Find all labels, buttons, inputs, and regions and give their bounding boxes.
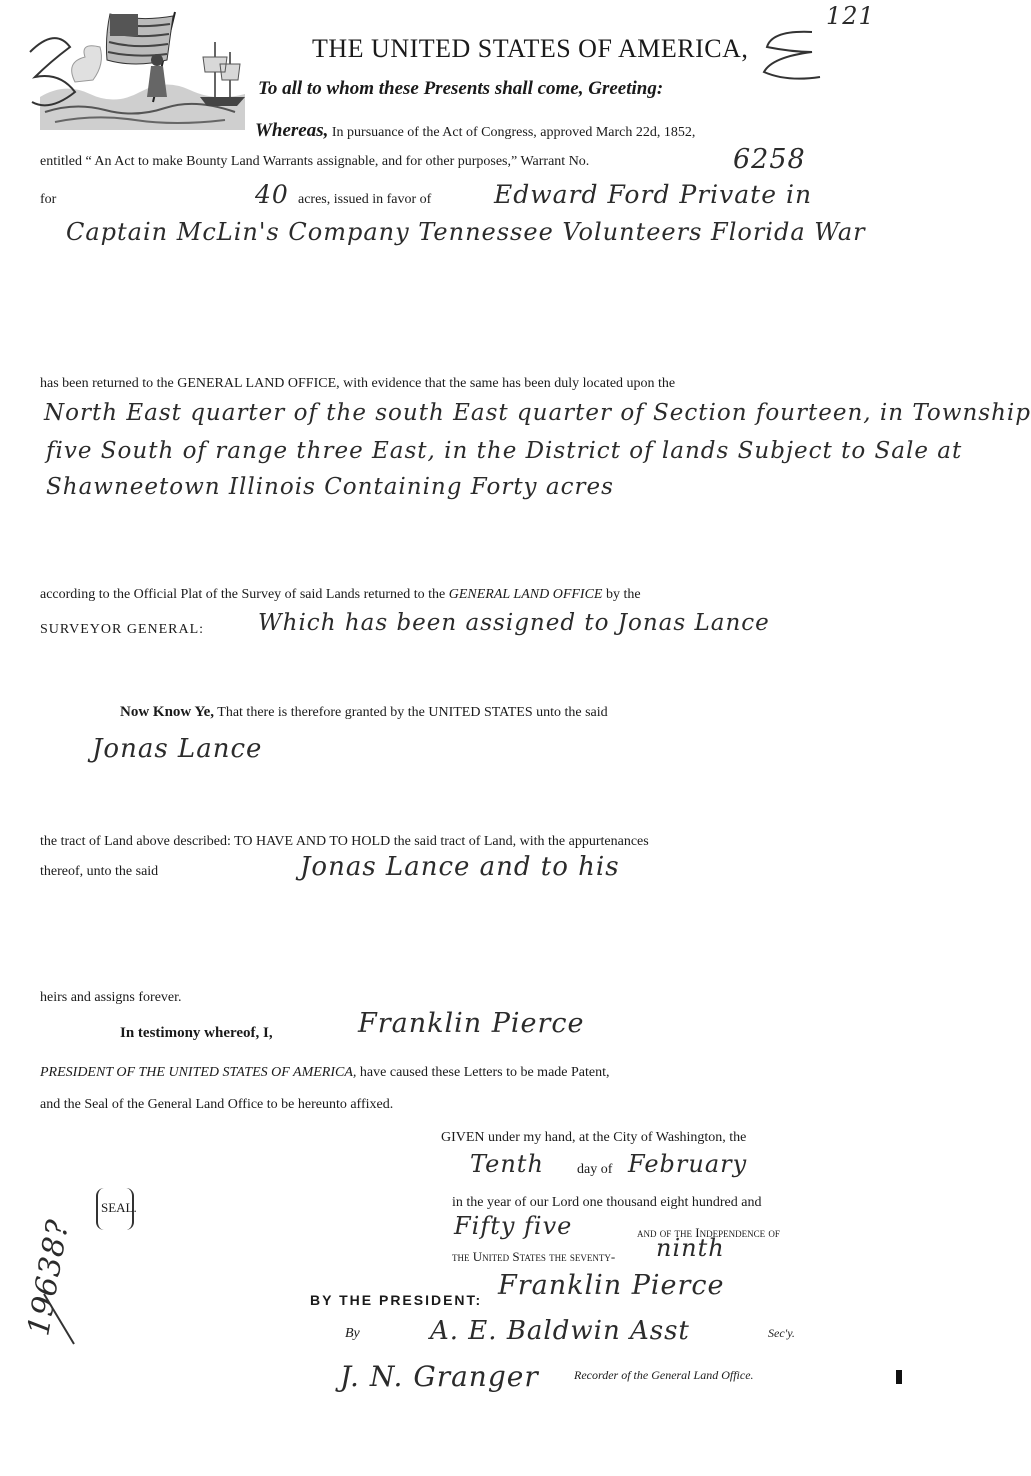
given-ninth: ninth <box>656 1234 725 1262</box>
grantee-name: Jonas Lance <box>92 734 263 764</box>
seal-label: SEAL. <box>101 1200 137 1215</box>
independence-text: and of the Independence of <box>637 1225 780 1240</box>
whereas-line-2: entitled “ An Act to make Bounty Land Warrants assignable, and for other purposes,” Warrant No. <box>40 154 590 169</box>
heirs-text: heirs and assigns forever. <box>40 990 182 1005</box>
president-title: PRESIDENT OF THE UNITED STATES OF AMERICA, <box>40 1065 357 1080</box>
recorder-signature: J. N. Granger <box>340 1360 539 1393</box>
given-year: Fifty five <box>454 1212 573 1240</box>
corner-flourish-right <box>752 22 827 92</box>
assigned-text: Which has been assigned to Jonas Lance <box>258 610 770 636</box>
corner-number: 121 <box>826 2 875 30</box>
plat-line <box>40 587 641 603</box>
president-line <box>40 1065 610 1081</box>
grantee-heirs: Jonas Lance and to his <box>300 852 620 882</box>
secy-label: Sec'y. <box>768 1326 795 1340</box>
edge-mark <box>896 1370 902 1384</box>
plat-text: according to the Official Plat of the Survey of said Lands returned to the <box>40 587 446 602</box>
us-seventy-text: the United States the seventy- <box>452 1249 616 1264</box>
secretary-signature: A. E. Baldwin Asst <box>430 1316 690 1346</box>
by-label: By <box>345 1326 360 1341</box>
given-day: Tenth <box>470 1150 544 1178</box>
plat-office: GENERAL LAND OFFICE <box>448 587 603 602</box>
whereas-text: In pursuance of the Act of Congress, approved March 22d, 1852, <box>331 125 696 140</box>
by-president-label: BY THE PRESIDENT: <box>310 1292 483 1308</box>
favor-of-name: Edward Ford Private in <box>494 180 813 209</box>
returned-text: has been returned to the GENERAL LAND OFFICE, with evidence that the same has been duly located upon the <box>40 376 676 391</box>
day-of-text: day of <box>577 1162 613 1177</box>
greeting: To all to whom these Presents shall come, Greeting: <box>258 78 664 99</box>
corner-flourish-left <box>20 22 90 122</box>
location-line-1: North East quarter of the south East quarter of Section fourteen, in Township <box>44 400 1031 426</box>
grant-text: That there is therefore granted by the UNITED STATES unto the said <box>217 705 608 720</box>
side-number: 19638? <box>21 1216 77 1339</box>
warrant-number: 6258 <box>733 144 806 175</box>
president-signature: Franklin Pierce <box>498 1270 725 1301</box>
acres-number: 40 <box>255 180 289 209</box>
grant-line <box>120 704 608 721</box>
testimony-lead: In testimony whereof, I, <box>120 1025 273 1041</box>
testimony-signature: Franklin Pierce <box>358 1008 585 1039</box>
president-line-rest: have caused these Letters to be made Patent, <box>359 1065 610 1080</box>
location-line-3: Shawneetown Illinois Containing Forty acres <box>46 474 614 500</box>
whereas-lead: Whereas, <box>255 120 329 141</box>
location-line-2: five South of range three East, in the District of lands Subject to Sale at <box>46 438 963 464</box>
thereof-text: thereof, unto the said <box>40 864 159 879</box>
document-title: THE UNITED STATES OF AMERICA, <box>312 34 749 63</box>
recorder-title: Recorder of the General Land Office. <box>574 1368 754 1382</box>
plat-by-the: by the <box>605 587 641 602</box>
given-line-1: GIVEN under my hand, at the City of Washington, the <box>441 1130 747 1145</box>
for-label: for <box>40 192 57 207</box>
year-line: in the year of our Lord one thousand eight hundred and <box>452 1195 762 1210</box>
surveyor-general-label: SURVEYOR GENERAL: <box>40 622 205 637</box>
tract-text: the tract of Land above described: TO HAVE AND TO HOLD the said tract of Land, with the appurtenances <box>40 834 649 849</box>
side-stroke <box>40 1290 80 1350</box>
seal-line: and the Seal of the General Land Office to be hereunto affixed. <box>40 1097 394 1112</box>
grant-lead: Now Know Ye, <box>120 704 215 720</box>
given-month: February <box>628 1150 748 1178</box>
favor-of-company: Captain McLin's Company Tennessee Volunteers Florida War <box>66 218 866 246</box>
acres-text: acres, issued in favor of <box>298 192 432 207</box>
whereas-line-1 <box>255 120 695 142</box>
